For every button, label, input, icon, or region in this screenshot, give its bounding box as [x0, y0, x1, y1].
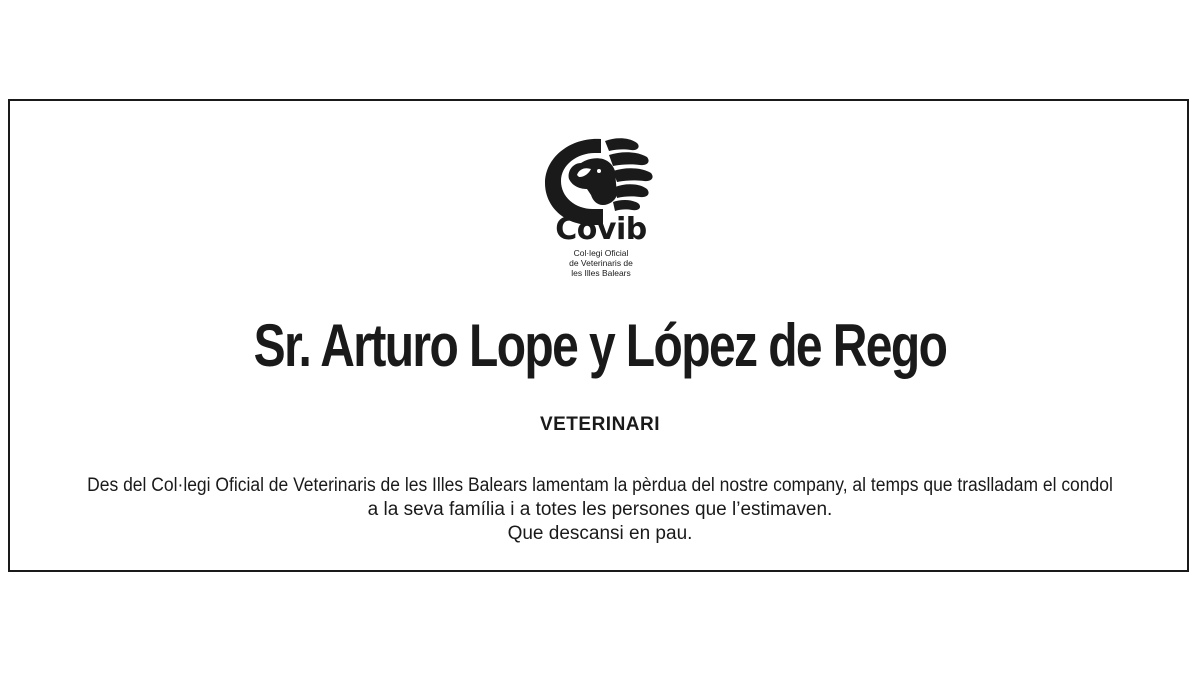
logo-subtitle: Col·legi Oficial de Veterinaris de les Illes Balears [569, 248, 633, 278]
message-line-2: a la seva família i a totes les persones que l’estimaven. [367, 499, 833, 520]
logo-name: Covib [555, 212, 647, 247]
covib-logo [543, 135, 659, 283]
condolence-message [30, 474, 1170, 546]
profession-label: VETERINARI [539, 414, 661, 435]
message-line-1: Des del Col·legi Oficial de Veterinaris de les Illes Balears lamentam la pèrdua del nostre company, al temps que traslladam el condol [87, 475, 1113, 496]
message-line-3: Que descansi en pau. [507, 523, 693, 544]
deceased-name: Sr. Arturo Lope y López de Rego [253, 312, 947, 379]
